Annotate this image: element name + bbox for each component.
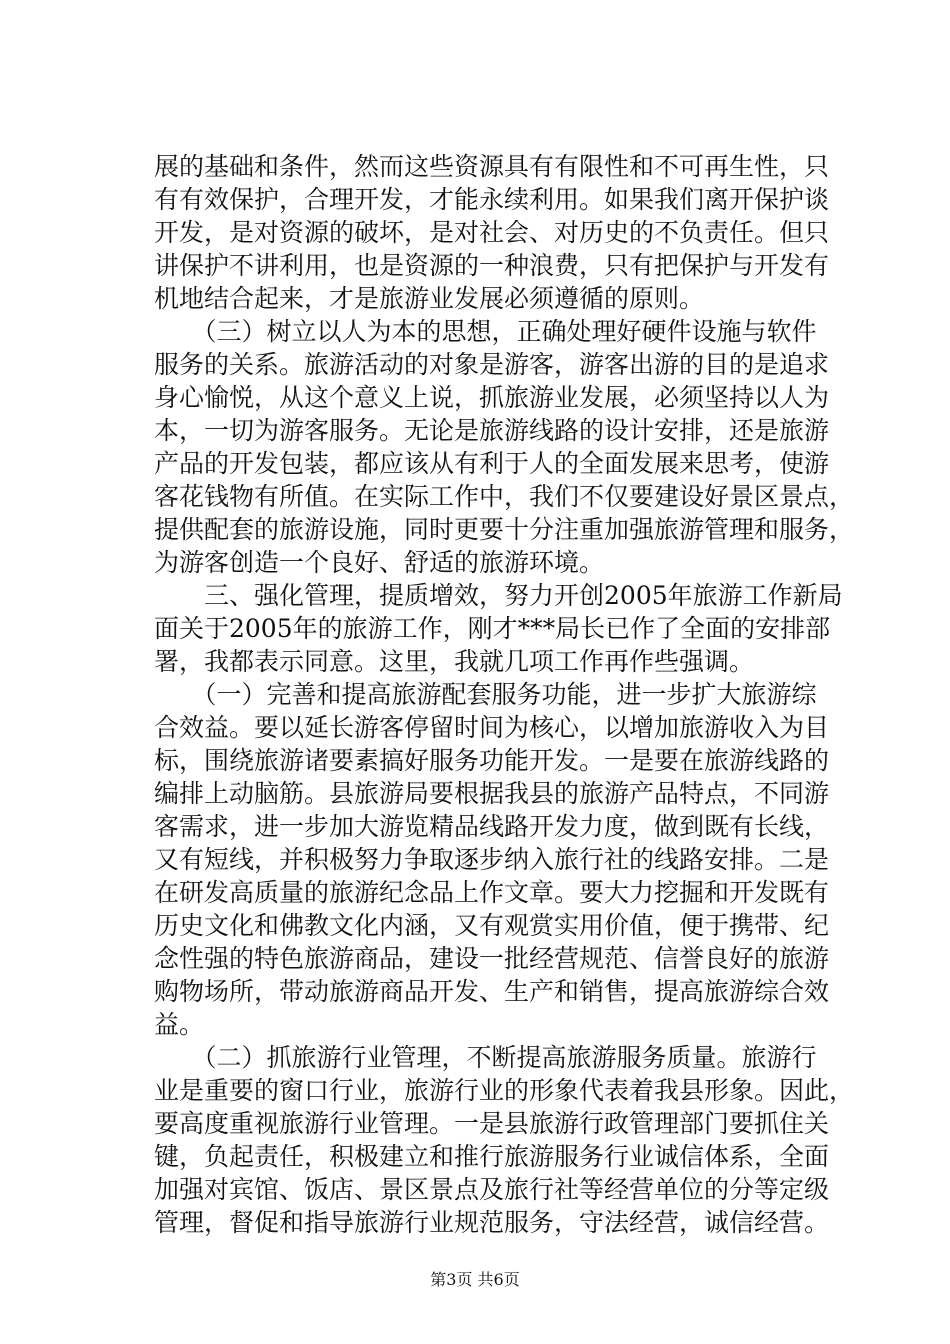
text-line: 益。 [154, 1010, 205, 1039]
text-line: 要高度重视旅游行业管理。一是县旅游行政管理部门要抓住关 [154, 1109, 830, 1138]
text-line: 又有短线，并积极努力争取逐步纳入旅行社的线路安排。二是 [154, 845, 830, 874]
text-line: 管理，督促和指导旅游行业规范服务，守法经营，诚信经营。 [154, 1208, 830, 1237]
text-line: 加强对宾馆、饭店、景区景点及旅行社等经营单位的分等定级 [154, 1175, 830, 1204]
text-line: 念性强的特色旅游商品，建设一批经营规范、信誉良好的旅游 [154, 944, 830, 973]
text-line: 服务的关系。旅游活动的对象是游客，游客出游的目的是追求 [154, 350, 830, 379]
text-line: 有有效保护，合理开发，才能永续利用。如果我们离开保护谈 [154, 185, 830, 214]
text-line: 讲保护不讲利用，也是资源的一种浪费，只有把保护与开发有 [154, 251, 830, 280]
text-line: 产品的开发包装，都应该从有利于人的全面发展来思考，使游 [154, 449, 830, 478]
text-line: 购物场所，带动旅游商品开发、生产和销售，提高旅游综合效 [154, 977, 830, 1006]
text-line: 业是重要的窗口行业，旅游行业的形象代表着我县形象。因此， [154, 1076, 854, 1105]
text-line: 面关于2005年的旅游工作，刚才***局长已作了全面的安排部 [154, 614, 831, 643]
text-line: 本，一切为游客服务。无论是旅游线路的设计安排，还是旅游 [154, 416, 830, 445]
text-line: 机地结合起来，才是旅游业发展必须遵循的原则。 [154, 284, 705, 313]
text-line: 键，负起责任，积极建立和推行旅游服务行业诚信体系，全面 [154, 1142, 830, 1171]
text-line: 展的基础和条件，然而这些资源具有有限性和不可再生性，只 [154, 152, 830, 181]
text-line: 标，围绕旅游诸要素搞好服务功能开发。一是要在旅游线路的 [154, 746, 830, 775]
page-footer: 第3页 共6页 [430, 1270, 520, 1289]
text-line: 客需求，进一步加大游览精品线路开发力度，做到既有长线， [154, 812, 830, 841]
text-line: 提供配套的旅游设施，同时更要十分注重加强旅游管理和服务， [154, 515, 854, 544]
text-line: 为游客创造一个良好、舒适的旅游环境。 [154, 548, 605, 577]
text-line: 合效益。要以延长游客停留时间为核心，以增加旅游收入为目 [154, 713, 830, 742]
text-line: 在研发高质量的旅游纪念品上作文章。要大力挖掘和开发既有 [154, 878, 830, 907]
document-body [154, 150, 854, 1239]
text-line: （三）树立以人为本的思想，正确处理好硬件设施与软件 [154, 317, 817, 346]
text-line: 客花钱物有所值。在实际工作中，我们不仅要建设好景区景点， [154, 482, 854, 511]
text-line: 编排上动脑筋。县旅游局要根据我县的旅游产品特点，不同游 [154, 779, 830, 808]
text-line: （二）抓旅游行业管理，不断提高旅游服务质量。旅游行 [154, 1043, 817, 1072]
text-line: 身心愉悦，从这个意义上说，抓旅游业发展，必须坚持以人为 [154, 383, 830, 412]
text-line: 三、强化管理，提质增效，努力开创2005年旅游工作新局 [154, 581, 843, 610]
text-line: 历史文化和佛教文化内涵，又有观赏实用价值，便于携带、纪 [154, 911, 830, 940]
text-line: 开发，是对资源的破坏，是对社会、对历史的不负责任。但只 [154, 218, 830, 247]
text-line: （一）完善和提高旅游配套服务功能，进一步扩大旅游综 [154, 680, 817, 709]
text-line: 署，我都表示同意。这里，我就几项工作再作些强调。 [154, 647, 755, 676]
